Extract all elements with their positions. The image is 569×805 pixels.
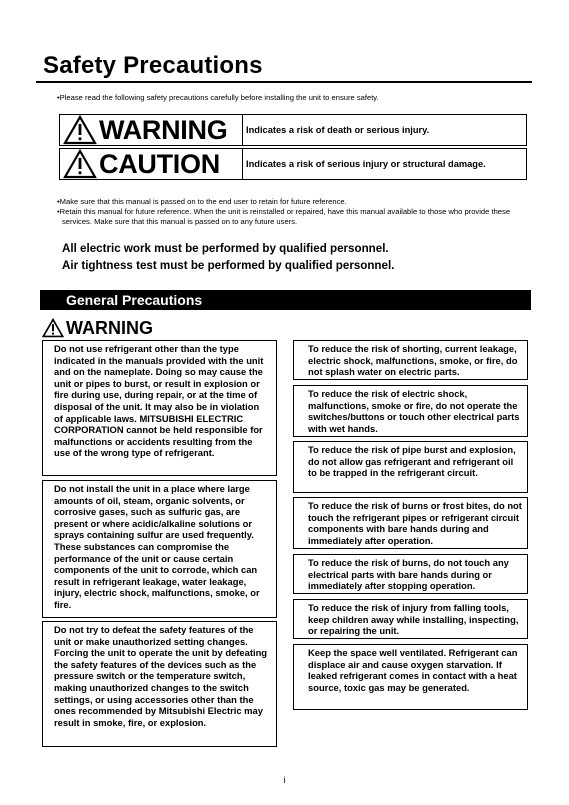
precaution-box: To reduce the risk of burns or frost bites, do not touch the refrigerant pipes or refrigerant circuit components with bare hands during and immediately after operation. <box>293 497 528 549</box>
warning-triangle-icon <box>42 318 64 338</box>
precaution-box: Keep the space well ventilated. Refrigerant can displace air and cause oxygen starvation. If leaked refrigerant comes in contact with a heat source, toxic gas may be generated. <box>293 644 528 710</box>
title-rule <box>36 81 532 83</box>
precaution-box: To reduce the risk of pipe burst and explosion, do not allow gas refrigerant and refrigerant oil to be trapped in the refrigerant circuit. <box>293 441 528 493</box>
intro-text: •Please read the following safety precautions carefully before installing the unit to ensure safety. <box>57 93 379 102</box>
page-number: i <box>283 775 286 785</box>
caution-signal-box <box>59 148 527 180</box>
warning-triangle-icon <box>63 115 97 145</box>
notes <box>57 197 533 227</box>
warning-description: Indicates a risk of death or serious injury. <box>242 115 429 145</box>
warning-heading-text: WARNING <box>66 318 153 338</box>
precaution-box: To reduce the risk of shorting, current leakage, electric shock, malfunctions, smoke, or fire, do not splash water on electric parts. <box>293 340 528 380</box>
note-item: •Make sure that this manual is passed on to the end user to retain for future reference. <box>57 197 347 206</box>
warning-word: WARNING <box>99 115 228 145</box>
precaution-box: To reduce the risk of electric shock, malfunctions, smoke or fire, do not operate the switches/buttons or touch other electrical parts with wet hands. <box>293 385 528 437</box>
precaution-box: To reduce the risk of injury from falling tools, keep children away while installing, inspecting, or repairing the unit. <box>293 599 528 639</box>
page-title: Safety Precautions <box>43 52 263 79</box>
warning-heading <box>42 318 153 338</box>
caution-description: Indicates a risk of serious injury or structural damage. <box>242 149 486 179</box>
section-header: General Precautions <box>40 290 531 310</box>
warning-signal-box <box>59 114 527 146</box>
precaution-box: Do not use refrigerant other than the type indicated in the manuals provided with the unit and on the nameplate. Doing so may cause the unit or pipes to burst, or result in explosion or fire during use, during repair, or at the time of disposal of the unit. It may also be in violation of applicable laws. MITSUBISHI ELECTRIC CORPORATION cannot be held responsible for malfunctions or accidents resulting from the use of the wrong type of refrigerant. <box>42 340 277 476</box>
caution-word: CAUTION <box>99 149 220 179</box>
emphasis-line: All electric work must be performed by qualified personnel. <box>62 242 389 255</box>
precaution-box: To reduce the risk of burns, do not touch any electrical parts with bare hands during or immediately after stopping operation. <box>293 554 528 594</box>
warning-triangle-icon <box>63 149 97 179</box>
precaution-box: Do not try to defeat the safety features of the unit or make unauthorized setting changes. Forcing the unit to operate the unit by defeating the safety features of the devices such as the pressure switch or the temperature switch, making unauthorized changes to the switch settings, or using accessories other than the ones recommended by Mitsubishi Electric may result in smoke, fire, or explosion. <box>42 621 277 747</box>
emphasis-line: Air tightness test must be performed by qualified personnel. <box>62 259 395 272</box>
note-item: •Retain this manual for future reference. When the unit is reinstalled or repaired, have this manual available to those who provide these services. Make sure that this manual is passed on to any future users. <box>57 207 511 226</box>
precaution-box: Do not install the unit in a place where large amounts of oil, steam, organic solvents, or corrosive gases, such as sulfuric gas, are present or where acidic/alkaline solutions or sprays containing sulfur are used frequently. These substances can compromise the performance of the unit or cause certain components of the unit to corrode, which can result in refrigerant leakage, water leakage, injury, electric shock, malfunctions, smoke, or fire. <box>42 480 277 618</box>
emphasis-block <box>62 240 394 274</box>
